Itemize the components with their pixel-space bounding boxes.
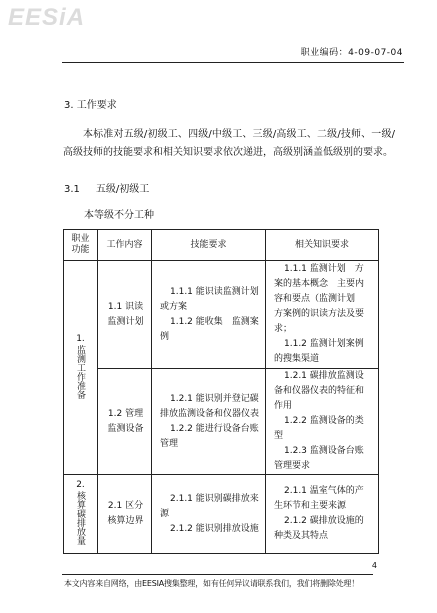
- subsection-name: 五级/初级工: [95, 184, 150, 195]
- header-skills: 技能要求: [152, 230, 266, 261]
- knowledge-item: 1.1.2 监测计划案例的搜集渠道: [274, 339, 364, 364]
- content-line: 2.1 区分: [107, 501, 144, 511]
- table-row: [64, 261, 379, 369]
- function-cell: [64, 261, 98, 475]
- skill-item: 1.2.1 能识别并登记碳排放监测设备和仪器仪表: [160, 393, 260, 419]
- table-row: [64, 475, 379, 554]
- knowledge-cell: [266, 369, 379, 475]
- logo: EESiA: [8, 4, 86, 31]
- header-function: 职业功能: [64, 230, 98, 261]
- knowledge-item: 1.2.3 监测设备台账管理要求: [274, 446, 364, 471]
- content-line: 1.2 管理: [107, 408, 144, 419]
- table-header-row: [64, 230, 379, 261]
- level-note: 本等级不分工种: [84, 210, 154, 221]
- content-cell: [98, 475, 152, 554]
- content-cell: [98, 369, 152, 475]
- function-name: 监测工作准备: [75, 344, 85, 399]
- header-knowledge: 相关知识要求: [266, 230, 379, 261]
- content-line: 核算边界: [107, 516, 144, 526]
- knowledge-item: 1.2.2 监测设备的类型: [274, 416, 364, 441]
- skill-item: 1.1.2 能收集 监测案例: [160, 316, 259, 342]
- function-cell: [64, 475, 98, 554]
- function-name: 核算碳排放量: [75, 491, 85, 545]
- knowledge-cell: [266, 261, 379, 369]
- knowledge-item: 1.1.1 监测计划 方案的基本概念 主要内容和要点（监测计划 方案例的识读方法及要求；: [274, 264, 365, 334]
- skills-cell: [152, 475, 266, 554]
- content-line: 监测设备: [107, 423, 144, 434]
- knowledge-cell: [266, 475, 379, 554]
- footer-divider: [62, 574, 373, 575]
- footer-notice: 本文内容来自网络，由EESIA搜集整理，如有任何异议请联系我们，我们将删除处理！: [64, 579, 360, 588]
- skills-cell: [152, 261, 266, 369]
- subsection-number: 3.1: [64, 184, 80, 195]
- subsection-title: [64, 180, 149, 195]
- section-paragraph: 本标准对五级/初级工、四级/中级工、三级/高级工、二级/技师、一级/高级技师的技能要求和相关知识要求依次递进，高级别涵盖低级别的要求。: [63, 129, 395, 158]
- skill-item: 2.1.2 能识别排放设施: [170, 523, 259, 534]
- knowledge-item: 2.1.2 碳排放设施的种类及其特点: [274, 516, 364, 541]
- content-line: 1.1 识读: [107, 301, 144, 312]
- function-number: 1.: [76, 333, 85, 344]
- knowledge-item: 2.1.1 温室气体的产生环节和主要来源: [274, 486, 364, 511]
- page-number: 4: [371, 561, 377, 570]
- knowledge-item: 1.2.1 碳排放监测设备和仪器仪表的特征和作用: [274, 371, 365, 411]
- table-row: [64, 369, 379, 475]
- requirements-table: [63, 229, 379, 554]
- skill-item: 1.1.1 能识读监测计划或方案: [160, 286, 259, 312]
- header-divider: [62, 62, 404, 63]
- skill-item: 2.1.1 能识别碳排放来源: [160, 493, 259, 519]
- content-cell: [98, 261, 152, 369]
- occupation-code: 职业编码：4-09-07-04: [300, 48, 403, 58]
- content-line: 监测计划: [107, 316, 144, 327]
- section-title: 3. 工作要求: [64, 100, 117, 111]
- function-number: 2.: [76, 480, 85, 490]
- header-content: 工作内容: [98, 230, 152, 261]
- skill-item: 1.2.2 能进行设备台账管理: [160, 423, 259, 449]
- skills-cell: [152, 369, 266, 475]
